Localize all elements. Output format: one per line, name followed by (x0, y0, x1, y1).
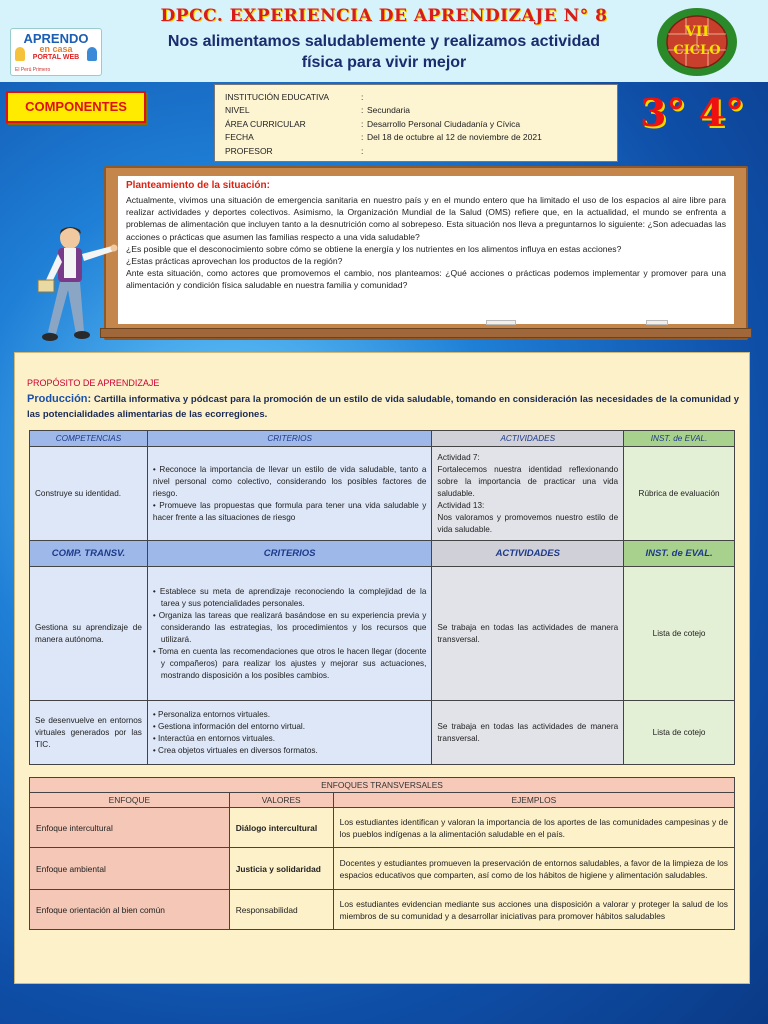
column-header: INST. de EVAL. (624, 541, 735, 567)
document-title: DPCC. EXPERIENCIA DE APRENDIZAJE N° 8 (160, 6, 608, 26)
example-cell: Docentes y estudiantes promueven la preservación de entornos saludables, a favor de la limpieza de los espacios educativos que comparten, así como de los hábitos de higiene y alimentación saludables. (333, 848, 734, 890)
logo-line1: APRENDO (23, 31, 89, 46)
approach-cell: Enfoque ambiental (30, 848, 230, 890)
competency-cell: Gestiona su aprendizaje de manera autónoma. (30, 567, 148, 701)
components-label: COMPONENTES (6, 91, 146, 123)
info-label: ÁREA CURRICULAR (225, 118, 306, 129)
info-separator: : (361, 145, 364, 156)
table-header-row (30, 793, 735, 808)
table-row (30, 567, 735, 701)
info-row (225, 117, 607, 131)
purpose-title: PROPÓSITO DE APRENDIZAJE (27, 378, 160, 388)
situation-paragraph: Ante esta situación, como actores que promovemos el cambio, nos planteamos: ¿Qué acciones o prácticas podemos implementar y promover para una alimentación y condición física saludable en nuestra familia y comunidad? (126, 268, 726, 291)
board-ledge (100, 328, 752, 338)
teacher-illustration (26, 224, 122, 352)
situation-panel (118, 176, 734, 324)
activity-description: Fortalecemos nuestra identidad reflexionando sobre la importancia de practicar una vida saludable. (437, 464, 619, 498)
ciclo-line1: VII (685, 24, 709, 40)
production-description: Cartilla informativa y pódcast para la promoción de un estilo de vida saludable, tomando en consideración las necesidades de la comunidad y las potencialidades alimentarias de las ecorregiones. (27, 394, 739, 420)
school-info-box (214, 84, 618, 162)
evaluation-instrument-cell: Rúbrica de evaluación (624, 447, 735, 541)
grade-sections: 3° 4° (640, 90, 745, 135)
ciclo-brick-badge (656, 6, 738, 78)
column-header: COMPETENCIAS (30, 431, 148, 447)
table-row (30, 848, 735, 890)
activities-cell (432, 447, 624, 541)
situation-paragraph: ¿Es posible que el desconocimiento sobre cómo se obtiene la energía y los nutrientes en los alimentos influya en estas acciones? (126, 243, 622, 254)
criterion-item: • Establece su meta de aprendizaje reconociendo la complejidad de la tarea y sus potencialidades personales. (152, 586, 427, 608)
table-row (30, 701, 735, 765)
info-row (225, 144, 607, 158)
main-content-panel (14, 352, 750, 984)
logo-line3: PORTAL WEB (32, 54, 80, 61)
info-label: FECHA (225, 132, 254, 143)
situation-title: Planteamiento de la situación: (126, 180, 270, 191)
criterion-item: • Toma en cuenta las recomendaciones que otros le hacen llegar (docente y compañeros) para realizar los ajustes y mejorar sus actuaciones, mostrando disposición a los posibles cambios. (152, 646, 427, 680)
activities-cell: Se trabaja en todas las actividades de manera transversal. (432, 701, 624, 765)
table-title-row (30, 778, 735, 793)
criteria-cell (147, 567, 432, 701)
column-header: COMP. TRANSV. (30, 541, 148, 567)
table-title: ENFOQUES TRANSVERSALES (30, 778, 735, 793)
example-cell: Los estudiantes identifican y valoran la importancia de los aportes de las comunidades campesinas y de los pueblos indígenas a la alimentación saludable en el país. (333, 808, 734, 848)
situation-board (104, 166, 748, 340)
child-figure-icon (87, 47, 97, 61)
competencies-table (29, 430, 735, 765)
column-header: CRITERIOS (147, 541, 432, 567)
info-label: PROFESOR (225, 145, 273, 156)
competency-cell: Construye su identidad. (30, 447, 148, 541)
activities-cell: Se trabaja en todas las actividades de manera transversal. (432, 567, 624, 701)
value-cell: Responsabilidad (229, 890, 333, 930)
subtitle-line2: física para vivir mejor (301, 54, 467, 71)
example-cell: Los estudiantes evidencian mediante sus acciones una disposición a valorar y proteger la salud de los miembros de su comunidad y a desarrollar iniciativas para promover hábitos saludables (333, 890, 734, 930)
column-header: EJEMPLOS (333, 793, 734, 808)
info-value: Desarrollo Personal Ciudadanía y Cívica (367, 118, 521, 129)
logo-line2: en casa (39, 44, 73, 54)
criteria-cell (147, 701, 432, 765)
info-label: INSTITUCIÓN EDUCATIVA (225, 91, 330, 102)
criterion-item: • Personaliza entornos virtuales. (152, 709, 270, 719)
activity-title: Actividad 7: (437, 452, 480, 462)
child-figure-icon (15, 47, 25, 61)
column-header: INST. de EVAL. (624, 431, 735, 447)
approach-cell: Enfoque orientación al bien común (30, 890, 230, 930)
table-row (30, 808, 735, 848)
info-label: NIVEL (225, 105, 250, 116)
approach-cell: Enfoque intercultural (30, 808, 230, 848)
criterion-item: • Reconoce la importancia de llevar un estilo de vida saludable, tanto a nivel personal como colectivo, considerando los posibles factores de riesgo. (152, 464, 427, 498)
info-separator: : (361, 91, 364, 102)
info-separator: : (361, 132, 364, 143)
column-header: CRITERIOS (147, 431, 432, 447)
document-subtitle (110, 31, 658, 73)
subtitle-line1: Nos alimentamos saludablemente y realizamos actividad (167, 33, 601, 50)
aprendo-en-casa-logo (10, 28, 102, 76)
chalk-icon (646, 320, 668, 325)
evaluation-instrument-cell: Lista de cotejo (624, 567, 735, 701)
table-header-row (30, 431, 735, 447)
info-separator: : (361, 105, 364, 116)
criterion-item: • Crea objetos virtuales en diversos formatos. (152, 745, 318, 755)
situation-paragraph: Actualmente, vivimos una situación de emergencia sanitaria en nuestro país y en el mundo entero que ha limitado el uso de los espacios al aire libre para realizar actividades y deportes colectivos. Asimismo, la Organización Mundial de la Salud (OMS) refiere que, en la actualidad, el mundo se enfrenta a problemas de alimentación que incluyen tanto a la desnutrición como al sobrepeso. Esta situación nos lleva a preguntarnos lo siguiente: ¿Son adecuadas las acciones o prácticas que asumen las familias respecto a una vida saludable? (126, 195, 726, 242)
logo-footer: El Perú Primero (15, 67, 51, 73)
table-row (30, 890, 735, 930)
situation-text (126, 194, 726, 292)
activity-title: Actividad 13: (437, 500, 485, 510)
production-text (27, 392, 739, 422)
chalk-icon (486, 320, 516, 325)
activity-description: Nos valoramos y promovemos nuestro estilo de vida saludable. (437, 512, 619, 534)
info-row (225, 131, 607, 145)
criteria-cell (147, 447, 432, 541)
info-value: Secundaria (367, 105, 411, 116)
transversal-approaches-table (29, 777, 735, 930)
criterion-item: • Organiza las tareas que realizará basándose en su experiencia previa y considerando las estrategias, los procedimientos y los recursos que utilizará. (152, 610, 427, 644)
table-row (30, 447, 735, 541)
evaluation-instrument-cell: Lista de cotejo (624, 701, 735, 765)
info-row (225, 104, 607, 118)
value-cell: Justicia y solidaridad (229, 848, 333, 890)
column-header: VALORES (229, 793, 333, 808)
info-separator: : (361, 118, 364, 129)
info-value: Del 18 de octubre al 12 de noviembre de 2021 (367, 132, 542, 143)
criterion-item: • Gestiona información del entorno virtual. (152, 721, 306, 731)
info-row (225, 90, 607, 104)
ciclo-line2: CICLO (673, 43, 721, 58)
column-header: ENFOQUE (30, 793, 230, 808)
production-label: Producción: (27, 393, 92, 405)
document-header (0, 0, 768, 82)
table-header-row (30, 541, 735, 567)
situation-paragraph: ¿Estas prácticas aprovechan los productos de la región? (126, 256, 343, 267)
criterion-item: • Interactúa en entornos virtuales. (152, 733, 275, 743)
column-header: ACTIVIDADES (432, 431, 624, 447)
column-header: ACTIVIDADES (432, 541, 624, 567)
competency-cell: Se desenvuelve en entornos virtuales generados por las TIC. (30, 701, 148, 765)
criterion-item: • Promueve las propuestas que formula para tener una vida saludable y hacer frente a las situaciones de riesgo (152, 500, 427, 522)
value-cell: Diálogo intercultural (229, 808, 333, 848)
